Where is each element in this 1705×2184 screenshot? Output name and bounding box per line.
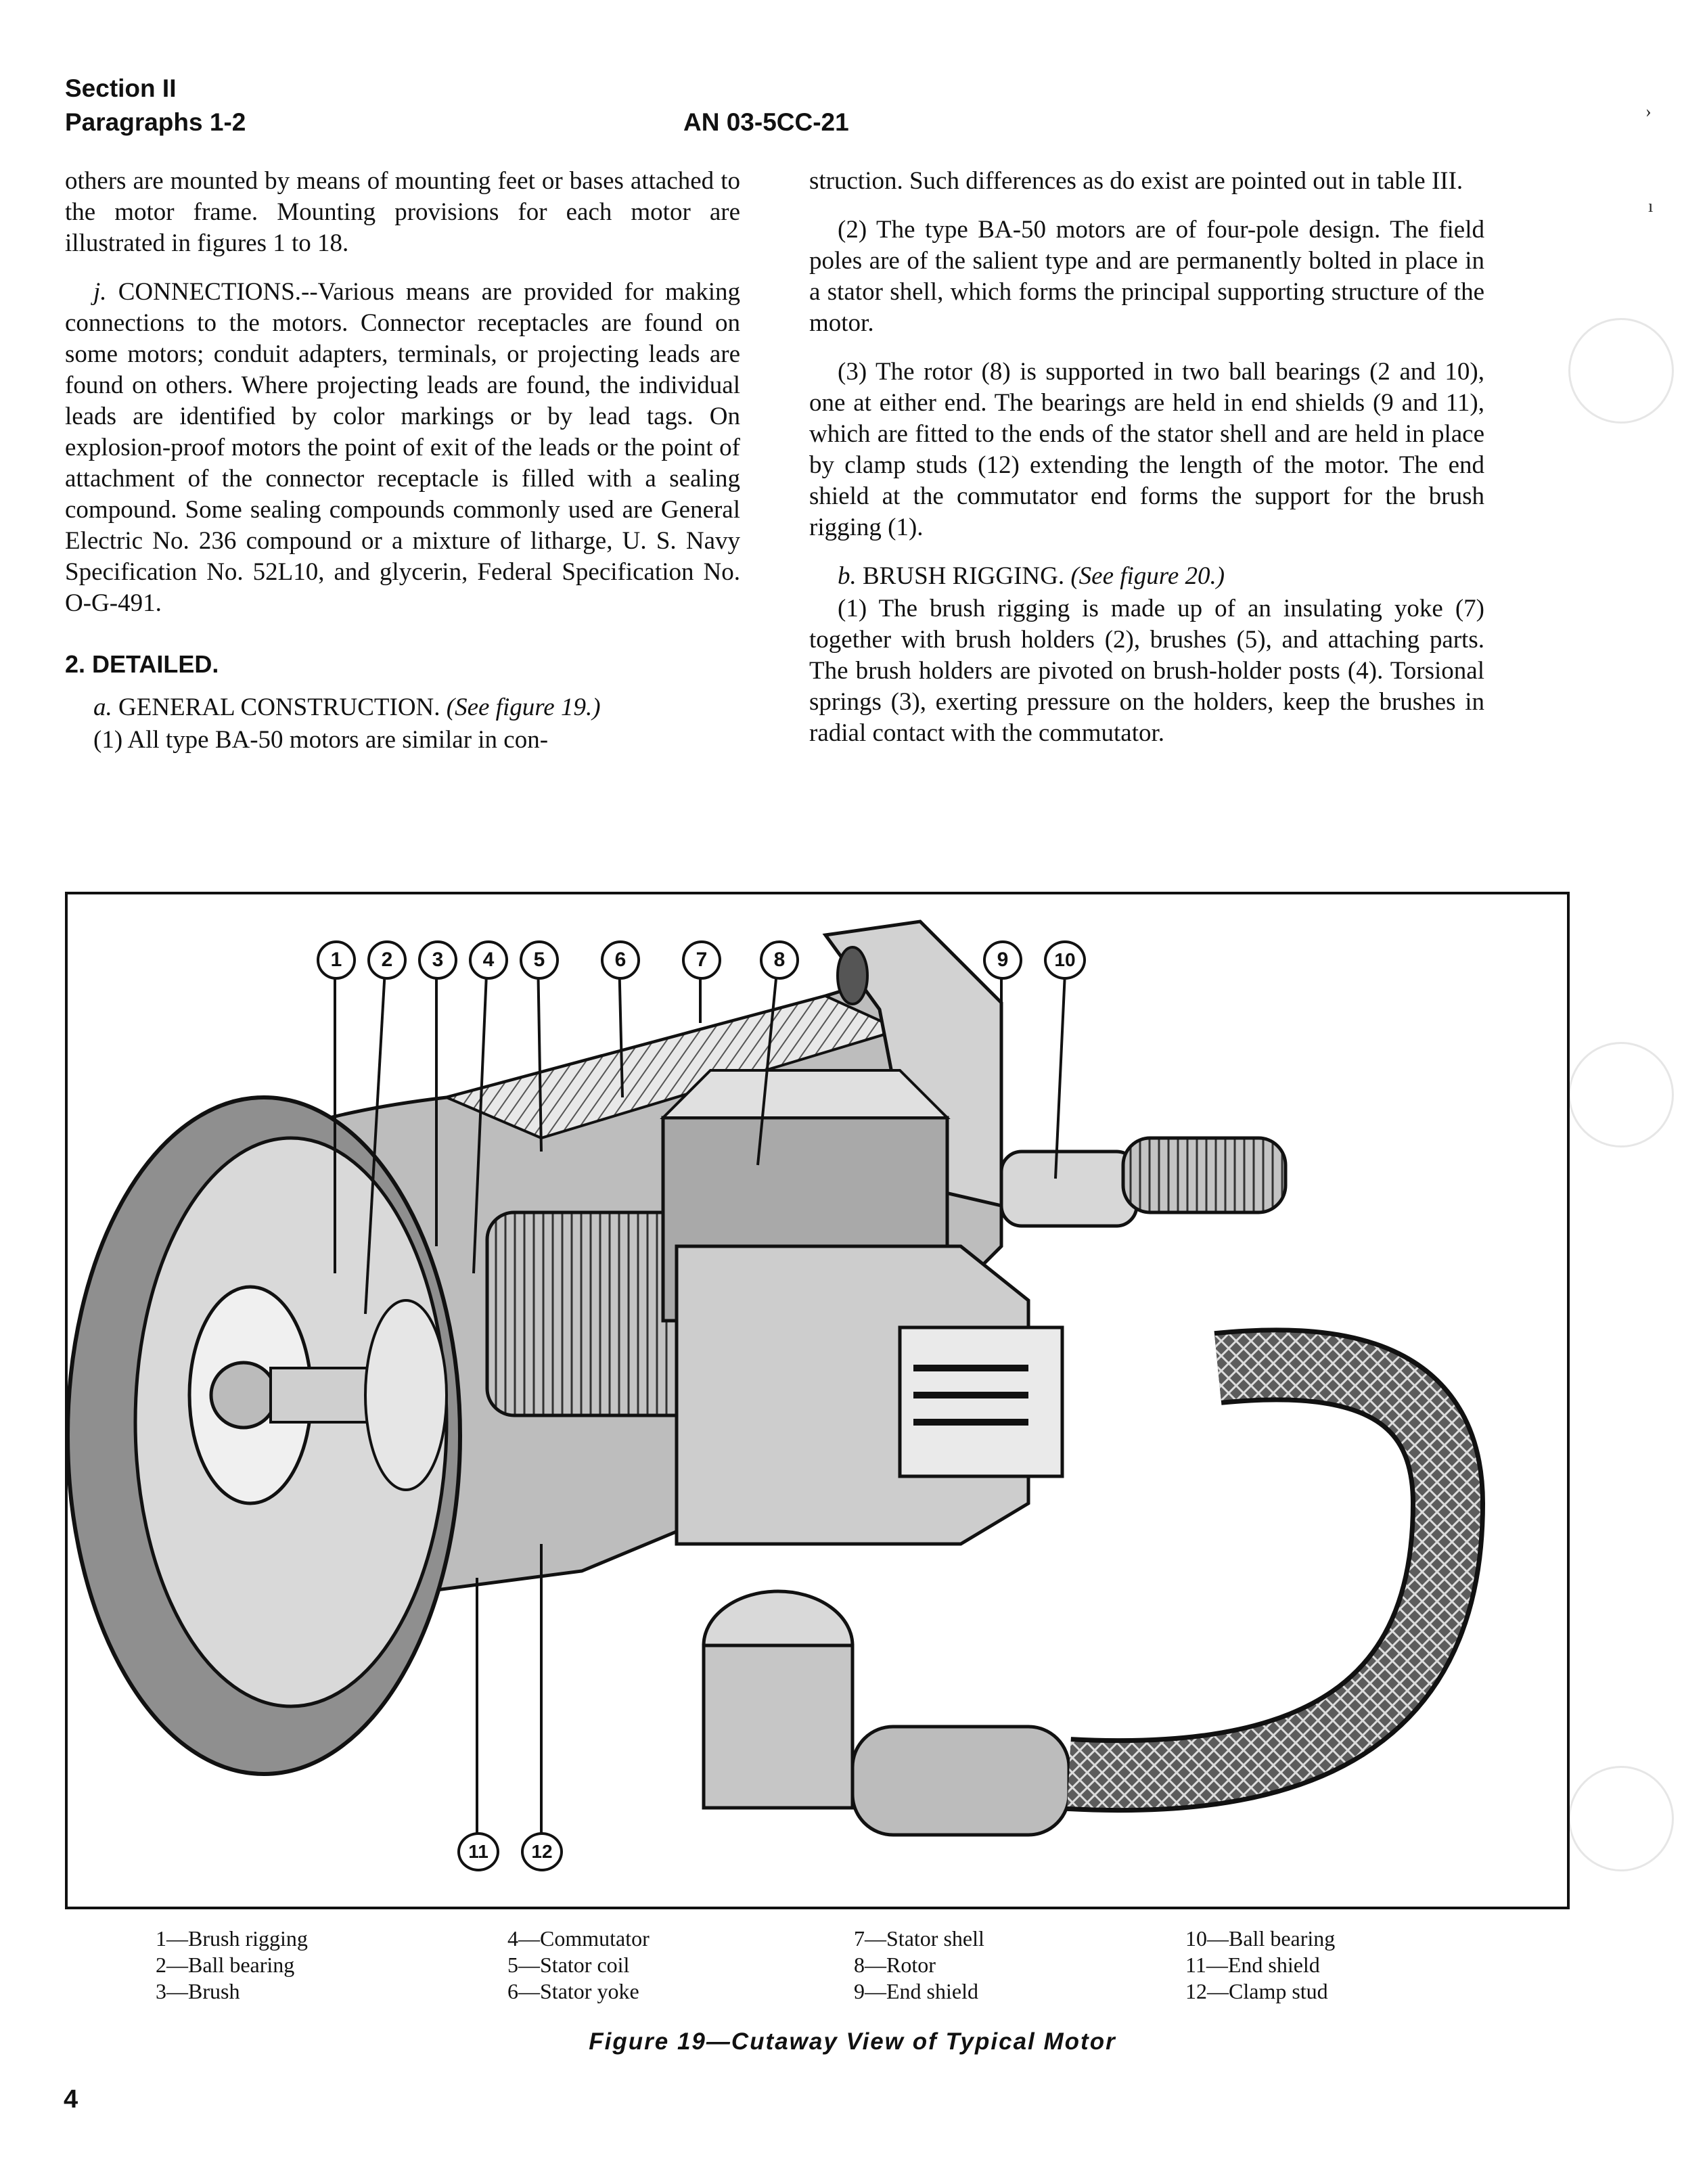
callout-2: 2 [367, 940, 407, 980]
legend-item: 12—Clamp stud [1185, 1979, 1328, 2003]
legend-item: 7—Stator shell [854, 1926, 984, 1951]
motor-cutaway-illustration [68, 894, 1567, 1907]
margin-mark: ı [1648, 196, 1654, 216]
paragraph-mounting: others are mounted by means of mounting feet or bases attached to the motor frame. Mounting provisions for each motor are illustrated in figures 1 to 18. [65, 167, 740, 257]
callout-5: 5 [520, 940, 559, 980]
connector-body-shape [704, 1645, 852, 1808]
shaft-hub-shape [1001, 1152, 1137, 1226]
legend-item: 11—End shield [1185, 1953, 1320, 1977]
page-number: 4 [64, 2085, 78, 2114]
legend-column-2 [507, 1926, 650, 2005]
punch-hole [1568, 1042, 1674, 1147]
item-letter: j. [93, 278, 107, 306]
callout-4: 4 [469, 940, 508, 980]
figure-reference: (See figure 19.) [446, 693, 601, 721]
item-title: CONNECTIONS. [118, 278, 302, 306]
legend-item: 5—Stator coil [507, 1953, 630, 1977]
terminal-cover-shape [900, 1327, 1062, 1476]
callout-10: 10 [1044, 940, 1086, 980]
callout-11: 11 [457, 1832, 499, 1871]
legend-column-1 [156, 1926, 308, 2005]
shaft-nut-shape [211, 1363, 276, 1428]
legend-item: 10—Ball bearing [1185, 1926, 1336, 1951]
paragraphs-label: Paragraphs 1-2 [65, 108, 246, 136]
rotor-top-shape [663, 1070, 947, 1118]
legend-item: 2—Ball bearing [156, 1953, 295, 1977]
subheading-general-construction [65, 692, 740, 723]
legend-item: 8—Rotor [854, 1953, 936, 1977]
ball-bearing-shape [365, 1300, 447, 1490]
punch-hole [1568, 318, 1674, 424]
callout-7: 7 [682, 940, 721, 980]
section-label: Section II [65, 74, 177, 102]
legend-item: 3—Brush [156, 1979, 240, 2003]
braided-conduit-shape [1069, 1365, 1448, 1775]
item-title: BRUSH RIGGING. [863, 562, 1065, 590]
legend-item: 1—Brush rigging [156, 1926, 308, 1951]
document-number: AN 03-5CC-21 [683, 108, 849, 136]
callout-9: 9 [983, 940, 1022, 980]
legend-column-3 [854, 1926, 984, 2005]
item-text: --Various means are provided for making connections to the motors. Connector receptacles are found on some motors; conduit adapters, terminals, or projecting leads are found on others. Where projecting leads are found, the individual leads are identified by color markings or by lead tags. On explosion-proof motors the point of exit of the leads or the point of attachment of the connector receptacle is filled with a sealing compound. Some sealing compounds commonly used are General Electric No. 236 compound or a mixture of litharge, U. S. Navy Specification No. 52L10, and glycerin, Federal Specification No. O-G-491. [65, 278, 740, 617]
section-heading: 2. DETAILED. [65, 650, 219, 678]
paragraph-a1: (1) All type BA-50 motors are similar in con- [93, 726, 549, 754]
legend-item: 4—Commutator [507, 1926, 650, 1951]
subheading-brush-rigging [809, 561, 1484, 592]
callout-8: 8 [760, 940, 799, 980]
conduit-elbow-shape [852, 1727, 1069, 1835]
left-column [65, 166, 740, 773]
item-letter: a. [93, 693, 112, 721]
callout-12: 12 [521, 1832, 563, 1871]
item-letter: b. [838, 562, 857, 590]
figure-caption: Figure 19—Cutaway View of Typical Motor [589, 2028, 1116, 2055]
figure-frame [65, 892, 1570, 1909]
legend-item: 6—Stator yoke [507, 1979, 639, 2003]
callout-3: 3 [418, 940, 457, 980]
right-column [809, 166, 1484, 767]
paragraph-continued: struction. Such differences as do exist are pointed out in table III. [809, 167, 1463, 195]
paragraph-connections [65, 277, 740, 619]
figure-reference: (See figure 20.) [1070, 562, 1225, 590]
mounting-hole-shape [838, 947, 867, 1004]
worm-gear-shape [1123, 1138, 1286, 1212]
paragraph-b1: (1) The brush rigging is made up of an insulating yoke (7) together with brush holders (2), brushes (5), and attaching parts. The brush holders are pivoted on brush-holder posts (4). Torsional springs (3), exerting pressure on the holders, keep the brushes in radial contact with the commutator. [809, 595, 1484, 747]
punch-hole [1568, 1766, 1674, 1871]
callout-6: 6 [601, 940, 640, 980]
paragraph-a3: (3) The rotor (8) is supported in two ball bearings (2 and 10), one at either end. The bearings are held in end shields (9 and 11), which are fitted to the ends of the stator shell and are held in place by clamp studs (12) extending the length of the motor. The end shield at the commutator end forms the support for the brush rigging (1). [809, 358, 1484, 541]
legend-item: 9—End shield [854, 1979, 978, 2003]
callout-1: 1 [317, 940, 356, 980]
margin-mark: › [1645, 101, 1652, 121]
item-title: GENERAL CONSTRUCTION. [118, 693, 440, 721]
legend-column-4 [1185, 1926, 1335, 2005]
paragraph-a2: (2) The type BA-50 motors are of four-pole design. The field poles are of the salient type and are permanently bolted in place in a stator shell, which forms the principal supporting structure of the motor. [809, 216, 1484, 337]
